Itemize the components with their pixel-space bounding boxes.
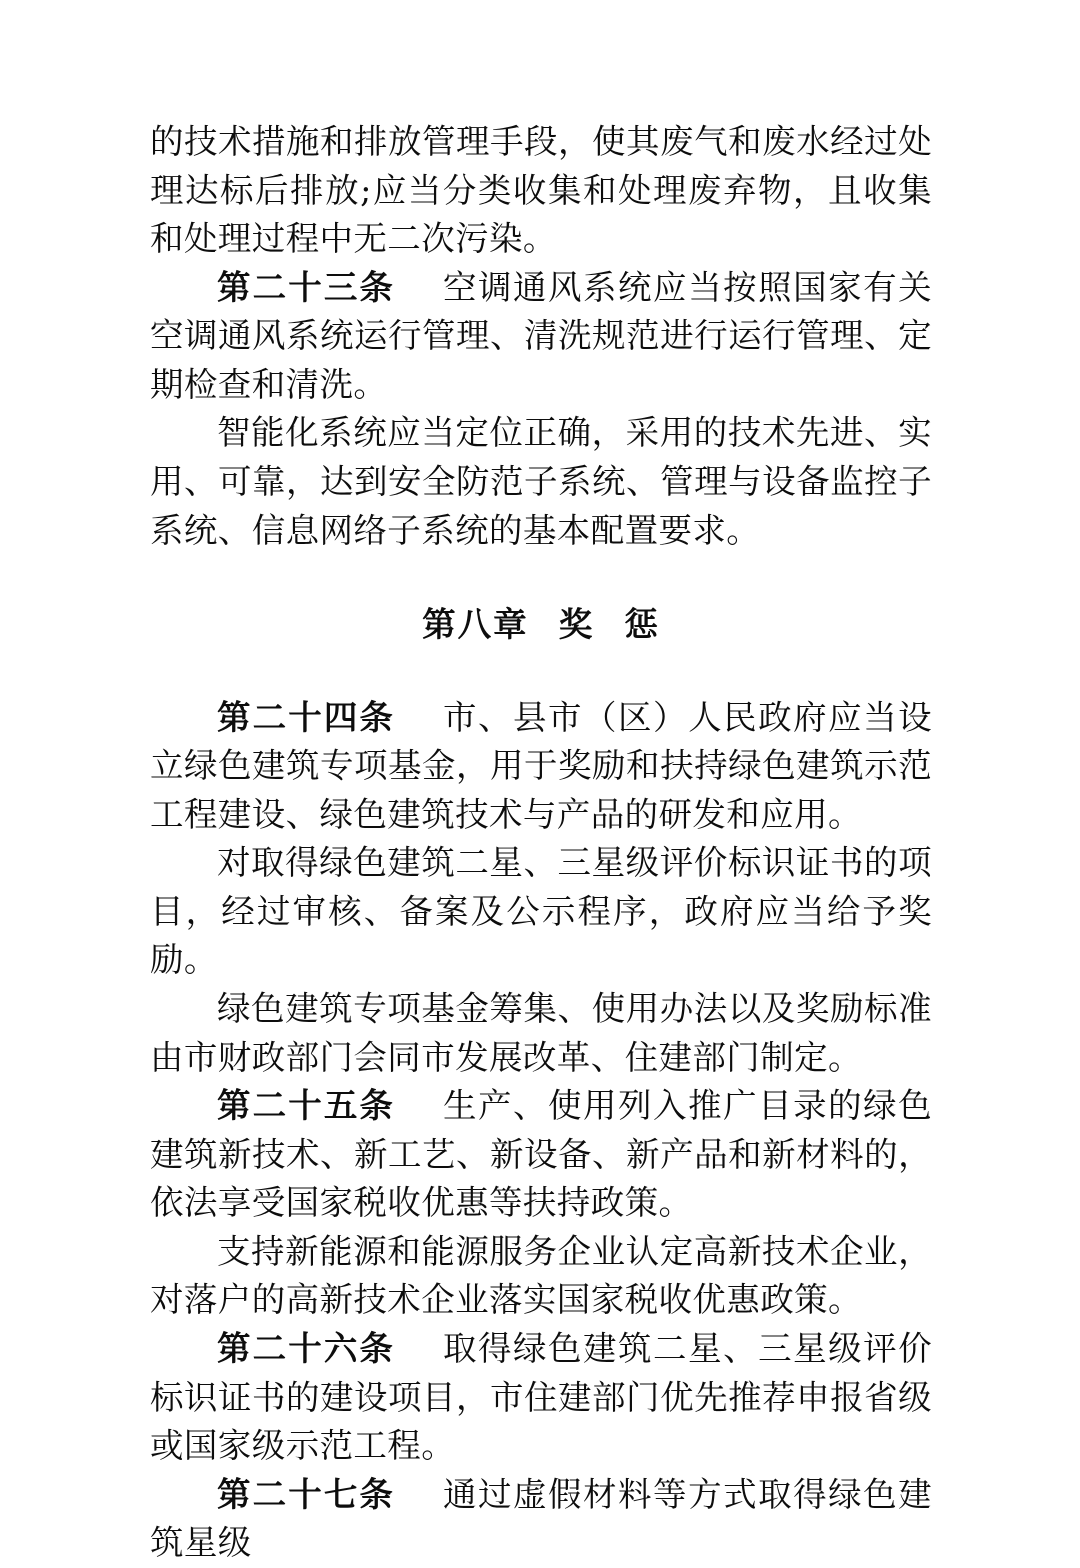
- paragraph-fund-rules: [150, 985, 932, 1082]
- paragraph-text: 支持新能源和能源服务企业认定高新技术企业，对落户的高新技术企业落实国家税收优惠政策。: [150, 1231, 932, 1320]
- paragraph-text: 智能化系统应当定位正确，采用的技术先进、实用、可靠，达到安全防范子系统、管理与设备监控子系统、信息网络子系统的基本配置要求。: [150, 413, 932, 550]
- paragraph-text: 取得绿色建筑二星、三星级评价标识证书的建设项目，市住建部门优先推荐申报省级或国家级示范工程。: [150, 1328, 932, 1466]
- paragraph-continued-emissions: [150, 118, 932, 264]
- paragraph-text: 通过虚假材料等方式取得绿色建筑星级: [150, 1474, 932, 1563]
- article-label: 第二十四条: [217, 697, 396, 737]
- paragraph-article-27: [150, 1471, 932, 1568]
- paragraph-award-projects: [150, 839, 932, 985]
- chapter-heading-prefix: 第八章: [422, 605, 529, 645]
- article-label: 第二十六条: [217, 1328, 396, 1368]
- paragraph-text: 的技术措施和排放管理手段，使其废气和废水经过处理达标后排放;应当分类收集和处理废弃物，且收集和处理过程中无二次污染。: [150, 122, 932, 259]
- article-label: 第二十五条: [217, 1086, 396, 1126]
- paragraph-text: 绿色建筑专项基金筹集、使用办法以及奖励标准由市财政部门会同市发展改革、住建部门制定。: [150, 989, 932, 1077]
- chapter-heading: [150, 601, 932, 650]
- paragraph-intelligent-system: [150, 409, 932, 555]
- paragraph-text: 生产、使用列入推广目录的绿色建筑新技术、新工艺、新设备、新产品和新材料的，依法享受国家税收优惠等扶持政策。: [150, 1086, 932, 1223]
- paragraph-article-23: [150, 264, 932, 410]
- paragraph-article-25: [150, 1082, 932, 1228]
- paragraph-text: 对取得绿色建筑二星、三星级评价标识证书的项目，经过审核、备案及公示程序，政府应当给予奖励。: [150, 843, 932, 980]
- chapter-heading-title-second: 惩: [624, 605, 660, 645]
- article-label: 第二十七条: [217, 1474, 396, 1514]
- article-label: 第二十三条: [217, 267, 396, 307]
- paragraph-new-energy: [150, 1228, 932, 1325]
- chapter-heading-title-first: 奖: [558, 605, 595, 645]
- paragraph-text: 市、县市（区）人民政府应当设立绿色建筑专项基金，用于奖励和扶持绿色建筑示范工程建设、绿色建筑技术与产品的研发和应用。: [150, 697, 932, 834]
- document-body: [150, 118, 932, 1568]
- paragraph-article-26: [150, 1325, 932, 1471]
- paragraph-article-24: [150, 694, 932, 840]
- paragraph-text: 空调通风系统应当按照国家有关空调通风系统运行管理、清洗规范进行运行管理、定期检查和清洗。: [150, 267, 932, 404]
